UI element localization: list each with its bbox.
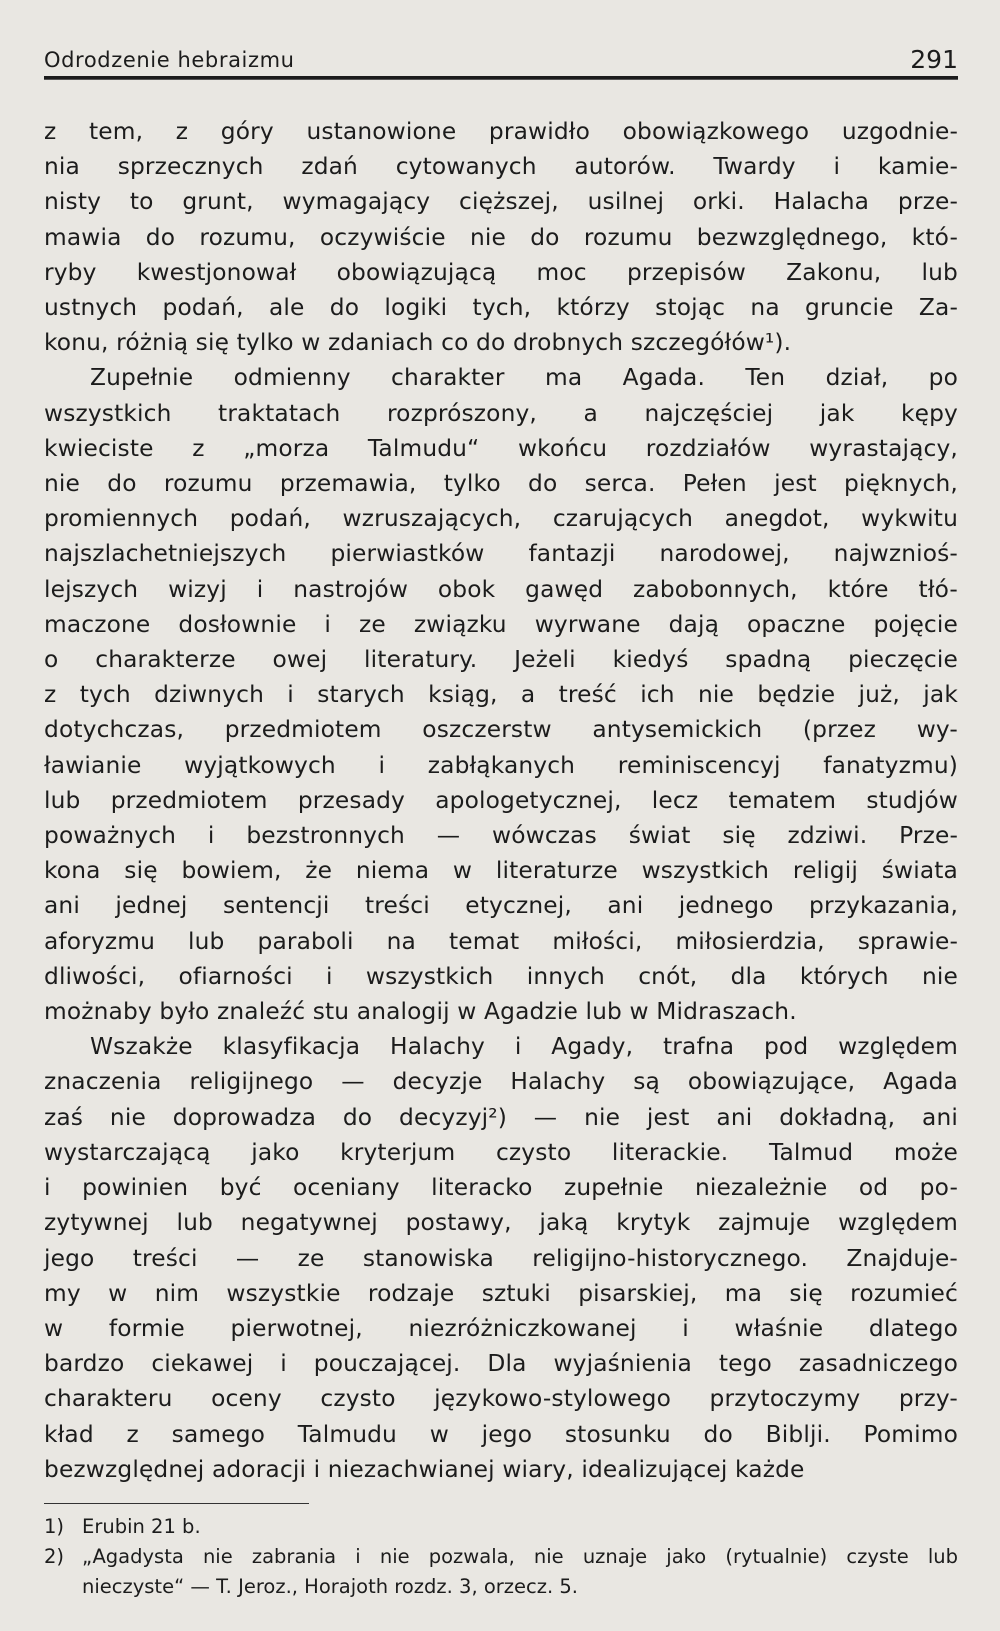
footnote-line: Erubin 21 b. bbox=[82, 1514, 201, 1538]
text-line: promiennych podań, wzruszających, czarujących anegdot, wykwitu bbox=[44, 505, 958, 533]
footnote-line: nieczyste“ — T. Jeroz., Horajoth rozdz. 3, orzecz. 5. bbox=[82, 1574, 578, 1598]
footnote-line: „Agadysta nie zabrania i nie pozwala, nie uznaje jako (rytualnie) czyste lub bbox=[82, 1544, 958, 1568]
text-line: aforyzmu lub paraboli na temat miłości, miłosierdzia, sprawie- bbox=[44, 927, 958, 955]
text-line: ławianie wyjątkowych i zabłąkanych reminiscencyj fanatyzmu) bbox=[44, 751, 958, 779]
text-line: poważnych i bezstronnych — wówczas świat się zdziwi. Prze- bbox=[44, 822, 958, 850]
text-line: kona się bowiem, że niema w literaturze wszystkich religij świata bbox=[44, 857, 958, 885]
text-line: zytywnej lub negatywnej postawy, jaką krytyk zajmuje względem bbox=[44, 1209, 958, 1237]
running-title: Odrodzenie hebraizmu bbox=[44, 48, 295, 72]
text-line: z tych dziwnych i starych ksiąg, a treść ich nie będzie już, jak bbox=[44, 681, 958, 709]
text-line: ani jednej sentencji treści etycznej, ani jednego przykazania, bbox=[44, 892, 958, 920]
text-line: charakteru oceny czysto językowo-stylowego przytoczymy przy- bbox=[44, 1385, 958, 1413]
footnote-text bbox=[82, 1542, 958, 1602]
footnote-mark: 2) bbox=[44, 1544, 65, 1568]
text-line: ryby kwestjonował obowiązującą moc przepisów Zakonu, lub bbox=[44, 258, 958, 286]
footnotes bbox=[44, 1512, 958, 1602]
footnote bbox=[44, 1512, 958, 1542]
text-line: zaś nie doprowadza do decyzyj²) — nie jest ani dokładną, ani bbox=[44, 1103, 958, 1131]
footnote-mark: 1) bbox=[44, 1514, 65, 1538]
text-line: dotychczas, przedmiotem oszczerstw antysemickich (przez wy- bbox=[44, 716, 958, 744]
text-line: o charakterze owej literatury. Jeżeli kiedyś spadną pieczęcie bbox=[44, 646, 958, 674]
text-line: i powinien być oceniany literacko zupełnie niezależnie od po- bbox=[44, 1174, 958, 1202]
text-line: jego treści — ze stanowiska religijno-historycznego. Znajduje- bbox=[44, 1244, 958, 1272]
text-line: nia sprzecznych zdań cytowanych autorów. Twardy i kamie- bbox=[44, 153, 958, 181]
text-line: konu, różnią się tylko w zdaniach co do drobnych szczegółów¹). bbox=[44, 329, 792, 357]
text-line: nie do rozumu przemawia, tylko do serca. Pełen jest pięknych, bbox=[44, 470, 958, 498]
paragraph bbox=[44, 114, 958, 360]
text-line: w formie pierwotnej, niezróżniczkowanej i właśnie dlatego bbox=[44, 1314, 958, 1342]
text-line: maczone dosłownie i ze związku wyrwane dają opaczne pojęcie bbox=[44, 610, 958, 638]
text-line: z tem, z góry ustanowione prawidło obowiązkowego uzgodnie- bbox=[44, 118, 958, 145]
footnote-rule bbox=[44, 1503, 309, 1504]
text-line: ustnych podań, ale do logiki tych, którzy stojąc na gruncie Za- bbox=[44, 294, 958, 322]
text-line: mawia do rozumu, oczywiście nie do rozumu bezwzględnego, któ- bbox=[44, 223, 958, 251]
text-line: wystarczającą jako kryterjum czysto literackie. Talmud może bbox=[44, 1138, 958, 1166]
text-line: znaczenia religijnego — decyzje Halachy są obowiązujące, Agada bbox=[44, 1068, 958, 1096]
text-line: lejszych wizyj i nastrojów obok gawęd zabobonnych, które tłó- bbox=[44, 575, 958, 603]
text-line: my w nim wszystkie rodzaje sztuki pisarskiej, ma się rozumieć bbox=[44, 1279, 958, 1307]
paragraph bbox=[44, 1029, 958, 1487]
text-line: nisty to grunt, wymagający cięższej, usilnej orki. Halacha prze- bbox=[44, 188, 958, 216]
text-line: kwieciste z „morza Talmudu“ wkońcu rozdziałów wyrastający, bbox=[44, 434, 958, 462]
paragraph bbox=[44, 360, 958, 1029]
text-line: możnaby było znaleźć stu analogij w Agadzie lub w Midraszach. bbox=[44, 998, 797, 1026]
text-line: wszystkich traktatach rozprószony, a najczęściej jak kępy bbox=[44, 399, 958, 427]
text-line: bezwzględnej adoracji i niezachwianej wiary, idealizującej każde bbox=[44, 1455, 805, 1483]
header-rule bbox=[44, 76, 958, 80]
text-line: najszlachetniejszych pierwiastków fantazji narodowej, najwznioś- bbox=[44, 540, 958, 568]
text-line: dliwości, ofiarności i wszystkich innych cnót, dla których nie bbox=[44, 962, 958, 990]
main-text bbox=[44, 114, 958, 1487]
footnote bbox=[44, 1542, 958, 1602]
text-line: lub przedmiotem przesady apologetycznej, lecz tematem studjów bbox=[44, 786, 958, 814]
page-number: 291 bbox=[910, 45, 958, 74]
text-line: Wszakże klasyfikacja Halachy i Agady, trafna pod względem bbox=[90, 1033, 958, 1061]
footnote-text bbox=[82, 1512, 958, 1542]
text-line: bardzo ciekawej i pouczającej. Dla wyjaśnienia tego zasadniczego bbox=[44, 1350, 958, 1378]
text-line: kład z samego Talmudu w jego stosunku do Biblji. Pomimo bbox=[44, 1420, 958, 1448]
text-line: Zupełnie odmienny charakter ma Agada. Ten dział, po bbox=[90, 364, 958, 392]
page-header bbox=[44, 38, 958, 72]
